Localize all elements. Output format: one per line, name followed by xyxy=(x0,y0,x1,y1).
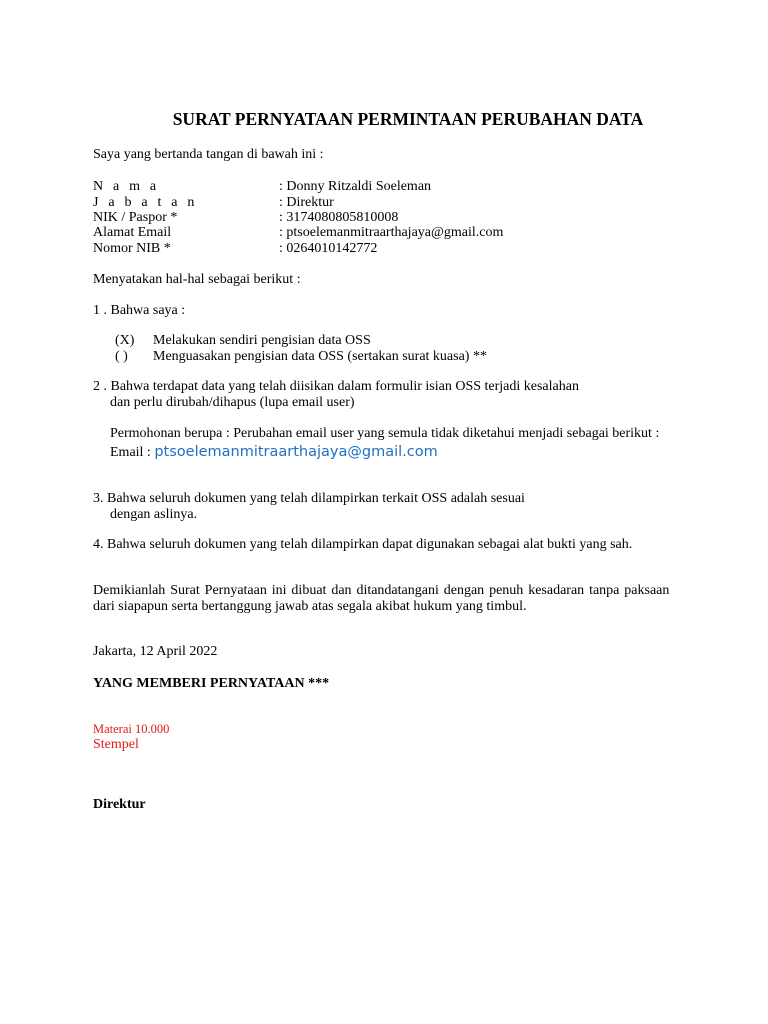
point3-line1: 3. Bahwa seluruh dokumen yang telah dilampirkan terkait OSS adalah sesuai xyxy=(93,491,525,506)
field-value-email: : ptsoelemanmitraarthajaya@gmail.com xyxy=(279,225,504,240)
statement-intro: Menyatakan hal-hal sebagai berikut : xyxy=(93,272,301,287)
option2-text: Menguasakan pengisian data OSS (sertakan surat kuasa) ** xyxy=(153,349,487,364)
closing-line1: Demikianlah Surat Pernyataan ini dibuat dan ditandatangani dengan penuh kesadaran tanpa paksaan xyxy=(93,583,670,598)
point2-line1: 2 . Bahwa terdapat data yang telah diisikan dalam formulir isian OSS terjadi kesalahan xyxy=(93,379,579,394)
point2-email-line xyxy=(110,444,438,461)
place-date: Jakarta, 12 April 2022 xyxy=(93,644,218,659)
field-label-email: Alamat Email xyxy=(93,225,172,240)
signer-title: Direktur xyxy=(93,797,146,812)
point2-request: Permohonan berupa : Perubahan email user yang semula tidak diketahui menjadi sebagai berikut : xyxy=(110,426,660,441)
option2-mark: ( ) xyxy=(115,349,128,364)
point2-email-label: Email : xyxy=(110,445,155,460)
intro-text: Saya yang bertanda tangan di bawah ini : xyxy=(93,147,324,162)
field-value-nib: : 0264010142772 xyxy=(279,241,378,256)
stempel-label: Stempel xyxy=(93,737,139,752)
closing-line2: dari siapapun serta bertanggung jawab atas segala akibat hukum yang timbul. xyxy=(93,599,527,614)
signer-heading: YANG MEMBERI PERNYATAAN *** xyxy=(93,676,330,691)
point2-line2: dan perlu dirubah/dihapus (lupa email user) xyxy=(110,395,355,410)
field-value-nik: : 3174080805810008 xyxy=(279,210,399,225)
point1-heading: 1 . Bahwa saya : xyxy=(93,303,186,318)
point3-line2: dengan aslinya. xyxy=(110,507,198,522)
field-label-nik: NIK / Paspor * xyxy=(93,210,178,225)
document-title: SURAT PERNYATAAN PERMINTAAN PERUBAHAN DATA xyxy=(172,109,644,129)
field-label-jabatan: J a b a t a n xyxy=(93,195,198,210)
field-value-jabatan: : Direktur xyxy=(279,195,334,210)
point4-text: 4. Bahwa seluruh dokumen yang telah dilampirkan dapat digunakan sebagai alat bukti yang sah. xyxy=(93,537,633,552)
option1-text: Melakukan sendiri pengisian data OSS xyxy=(153,333,371,348)
field-label-nib: Nomor NIB * xyxy=(93,241,171,256)
option1-mark: (X) xyxy=(115,333,135,348)
field-value-nama: : Donny Ritzaldi Soeleman xyxy=(279,179,432,194)
materai-label: Materai 10.000 xyxy=(93,722,170,736)
field-label-nama: N a m a xyxy=(93,179,160,194)
point2-email-value: ptsoelemanmitraarthajaya@gmail.com xyxy=(154,444,438,460)
